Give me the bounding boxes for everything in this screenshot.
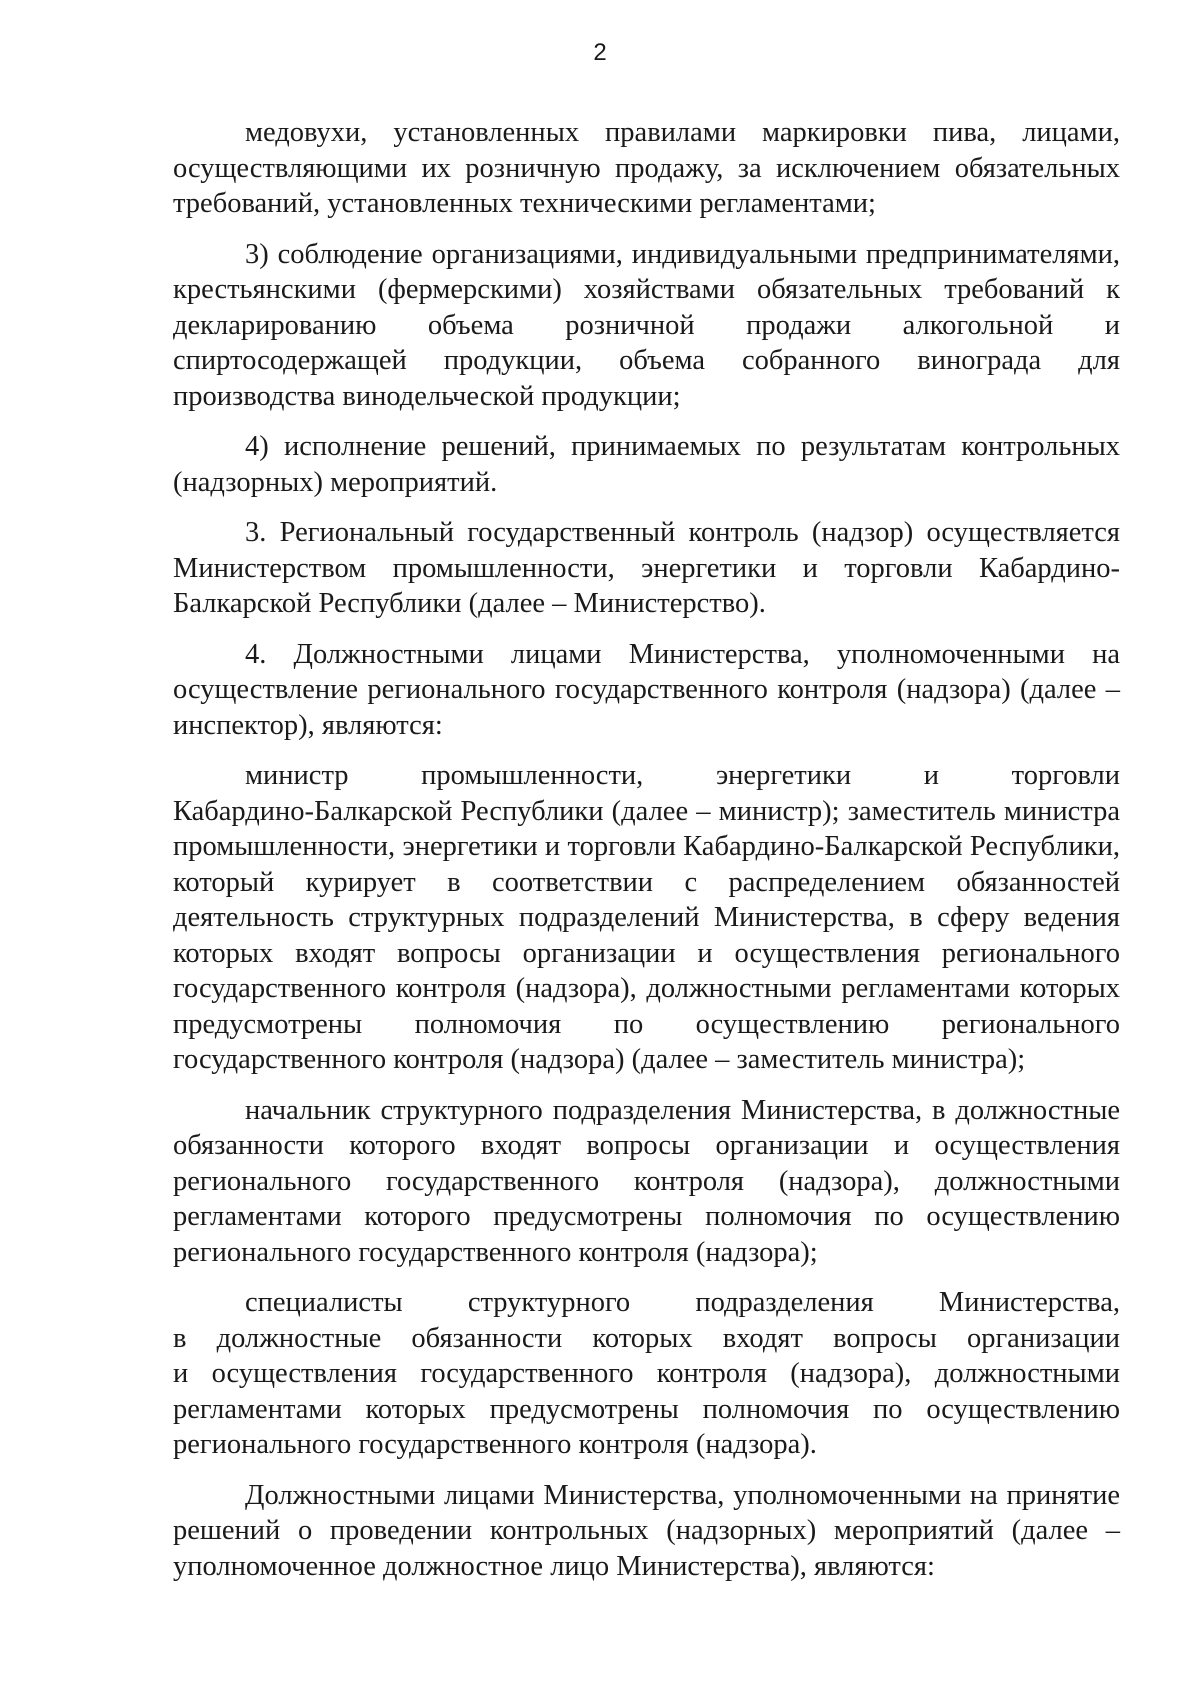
- text-line: государственного контроля (надзора) (далее – заместитель министра);: [173, 1044, 1026, 1075]
- text-line: 4. Должностными лицами Министерства, уполномоченными на: [245, 638, 1120, 670]
- text-line: декларированию объема розничной продажи алкогольной и: [173, 309, 1120, 341]
- text-line: начальник структурного подразделения Министерства, в должностные: [245, 1094, 1120, 1126]
- text-line: и осуществления государственного контроля (надзора), должностными: [173, 1358, 1120, 1389]
- text-line: министр промышленности, энергетики и торговли: [245, 760, 1120, 791]
- text-line: инспектор), являются:: [173, 709, 443, 741]
- paragraph: [173, 429, 1120, 500]
- text-line: решений о проведении контрольных (надзорных) мероприятий (далее –: [173, 1515, 1120, 1546]
- text-line: Балкарской Республики (далее – Министерство).: [173, 588, 766, 619]
- paragraph: [173, 637, 1120, 744]
- text-line: (надзорных) мероприятий.: [173, 466, 498, 498]
- paragraph: [173, 758, 1120, 1078]
- document-body: [173, 115, 1120, 1599]
- text-line: обязанности которого входят вопросы организации и осуществления: [173, 1130, 1120, 1161]
- paragraph: [173, 1478, 1120, 1585]
- text-line: медовухи, установленных правилами маркировки пива, лицами,: [245, 117, 1120, 148]
- text-line: 3. Региональный государственный контроль (надзор) осуществляется: [245, 517, 1120, 548]
- text-line: требований, установленных техническими регламентами;: [173, 188, 876, 219]
- text-line: регионального государственного контроля (надзора), должностными: [173, 1165, 1120, 1197]
- paragraph: [173, 1093, 1120, 1271]
- text-line: крестьянскими (фермерскими) хозяйствами обязательных требований к: [173, 274, 1120, 305]
- text-line: деятельность структурных подразделений Министерства, в сферу ведения: [173, 902, 1120, 933]
- paragraph: [173, 115, 1120, 222]
- text-line: уполномоченное должностное лицо Министерства), являются:: [173, 1550, 935, 1582]
- text-line: регламентами которых предусмотрены полномочия по осуществлению: [173, 1393, 1120, 1425]
- text-line: производства винодельческой продукции;: [173, 380, 681, 412]
- text-line: Кабардино-Балкарской Республики (далее – министр); заместитель министра: [173, 795, 1120, 827]
- text-line: государственного контроля (надзора), должностными регламентами которых: [173, 973, 1120, 1004]
- text-line: спиртосодержащей продукции, объема собранного винограда для: [173, 345, 1120, 376]
- text-line: Должностными лицами Министерства, уполномоченными на принятие: [245, 1479, 1120, 1511]
- text-line: в должностные обязанности которых входят вопросы организации: [173, 1322, 1120, 1354]
- text-line: 4) исполнение решений, принимаемых по результатам контрольных: [245, 431, 1120, 462]
- text-line: предусмотрены полномочия по осуществлению регионального: [173, 1008, 1120, 1040]
- text-line: специалисты структурного подразделения Министерства,: [245, 1287, 1120, 1318]
- text-line: промышленности, энергетики и торговли Кабардино-Балкарской Республики,: [173, 831, 1120, 862]
- text-line: которых входят вопросы организации и осуществления регионального: [173, 937, 1120, 969]
- text-line: осуществление регионального государственного контроля (надзора) (далее –: [173, 674, 1120, 705]
- paragraph: [173, 1285, 1120, 1463]
- text-line: регионального государственного контроля (надзора).: [173, 1429, 817, 1460]
- text-line: Министерством промышленности, энергетики и торговли Кабардино-: [173, 552, 1120, 584]
- paragraph: [173, 515, 1120, 622]
- text-line: осуществляющими их розничную продажу, за исключением обязательных: [173, 152, 1120, 184]
- text-line: регламентами которого предусмотрены полномочия по осуществлению: [173, 1201, 1120, 1232]
- paragraph: [173, 237, 1120, 415]
- text-line: 3) соблюдение организациями, индивидуальными предпринимателями,: [245, 238, 1120, 270]
- text-line: который курирует в соответствии с распределением обязанностей: [173, 866, 1120, 898]
- text-line: регионального государственного контроля (надзора);: [173, 1236, 818, 1268]
- page-number: 2: [593, 39, 607, 66]
